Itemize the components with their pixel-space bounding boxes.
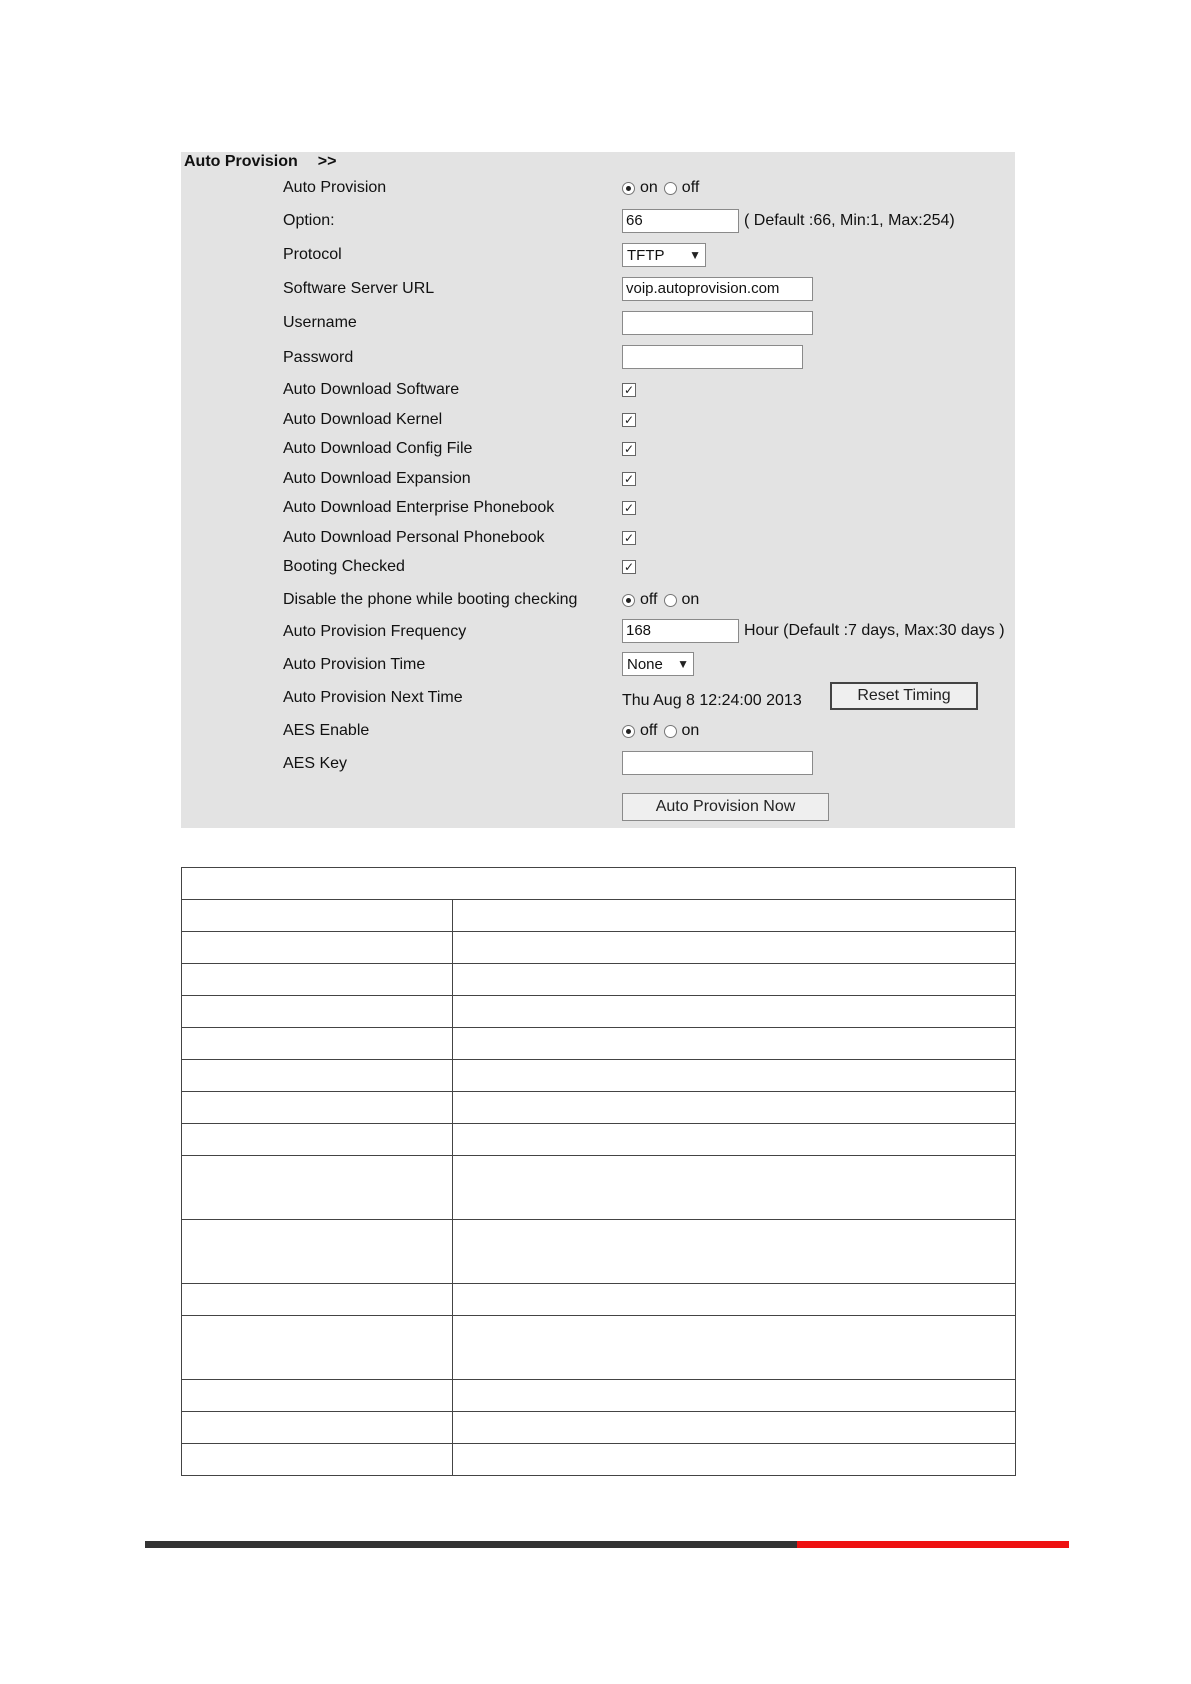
booting-checked-label: Booting Checked — [283, 558, 405, 575]
table-cell — [182, 900, 453, 932]
provision-time-label: Auto Provision Time — [283, 656, 426, 673]
checkmark-icon: ✓ — [623, 501, 635, 515]
table-cell — [453, 964, 1016, 996]
panel-title — [184, 153, 336, 171]
footer-bar-dark-segment — [145, 1541, 797, 1548]
aes-enable-on-radio[interactable] — [664, 725, 677, 738]
download-expansion-row — [622, 472, 636, 486]
download-kernel-checkbox[interactable] — [622, 413, 636, 427]
download-enterprise-pb-row — [622, 501, 636, 515]
download-enterprise-pb-label: Auto Download Enterprise Phonebook — [283, 499, 555, 516]
frequency-row — [622, 619, 1005, 643]
checkmark-icon: ✓ — [623, 472, 635, 486]
table-row — [182, 1284, 1016, 1316]
checkmark-icon: ✓ — [623, 531, 635, 545]
download-config-label: Auto Download Config File — [283, 440, 473, 457]
server-url-input[interactable]: voip.autoprovision.com — [622, 277, 813, 301]
protocol-row — [622, 243, 706, 267]
auto-provision-panel — [181, 152, 1015, 828]
table-row — [182, 1380, 1016, 1412]
table-header-row — [182, 868, 1016, 900]
table-cell — [182, 1284, 453, 1316]
table-row — [182, 1028, 1016, 1060]
table-cell — [453, 1124, 1016, 1156]
table-row — [182, 932, 1016, 964]
download-software-checkbox[interactable] — [622, 383, 636, 397]
table-cell — [182, 964, 453, 996]
password-label: Password — [283, 349, 354, 366]
protocol-select[interactable] — [622, 243, 706, 267]
aes-enable-off-label: off — [640, 722, 658, 739]
download-config-row — [622, 442, 636, 456]
option-label: Option: — [283, 212, 335, 229]
option-row — [622, 209, 955, 233]
table-cell — [453, 1380, 1016, 1412]
provision-time-selected-value: None — [627, 655, 663, 673]
table-row — [182, 996, 1016, 1028]
booting-checked-checkbox[interactable] — [622, 560, 636, 574]
table-cell — [453, 1092, 1016, 1124]
table-cell — [182, 1124, 453, 1156]
download-enterprise-pb-checkbox[interactable] — [622, 501, 636, 515]
chevron-down-icon: ▼ — [677, 657, 689, 671]
username-input[interactable] — [622, 311, 813, 335]
table-cell — [182, 1444, 453, 1476]
aes-enable-radio-group — [622, 722, 705, 740]
download-personal-pb-checkbox[interactable] — [622, 531, 636, 545]
table-row — [182, 1316, 1016, 1380]
table-row — [182, 1220, 1016, 1284]
table-row — [182, 1124, 1016, 1156]
footer-bar-red-segment — [797, 1541, 1069, 1548]
table-cell — [453, 1028, 1016, 1060]
auto-provision-on-label: on — [640, 179, 658, 196]
table-row — [182, 1060, 1016, 1092]
empty-doc-table — [181, 867, 1016, 1476]
username-row — [622, 311, 813, 335]
table-cell — [182, 1380, 453, 1412]
disable-phone-radio-group — [622, 591, 705, 609]
table-cell — [453, 900, 1016, 932]
aes-key-input[interactable] — [622, 751, 813, 775]
disable-phone-off-label: off — [640, 591, 658, 608]
option-input[interactable]: 66 — [622, 209, 739, 233]
table-cell — [182, 1316, 453, 1380]
table-cell — [182, 1092, 453, 1124]
download-expansion-label: Auto Download Expansion — [283, 470, 471, 487]
table-row — [182, 964, 1016, 996]
panel-title-arrow: >> — [317, 153, 337, 170]
auto-provision-label: Auto Provision — [283, 179, 387, 196]
next-time-value: Thu Aug 8 12:24:00 2013 — [622, 692, 802, 709]
next-time-label: Auto Provision Next Time — [283, 689, 463, 706]
auto-provision-radio-group — [622, 179, 705, 197]
table-cell — [453, 1156, 1016, 1220]
aes-key-row — [622, 751, 813, 775]
table-cell — [453, 1316, 1016, 1380]
table-cell — [182, 1412, 453, 1444]
download-software-row — [622, 383, 636, 397]
download-personal-pb-row — [622, 531, 636, 545]
table-cell — [453, 996, 1016, 1028]
download-software-label: Auto Download Software — [283, 381, 460, 398]
table-row — [182, 1444, 1016, 1476]
booting-checked-row — [622, 560, 636, 574]
auto-provision-now-button[interactable]: Auto Provision Now — [622, 793, 829, 821]
panel-title-text: Auto Provision — [184, 153, 298, 170]
reset-timing-button[interactable]: Reset Timing — [830, 682, 978, 710]
download-personal-pb-label: Auto Download Personal Phonebook — [283, 529, 545, 546]
aes-enable-label: AES Enable — [283, 722, 370, 739]
download-kernel-label: Auto Download Kernel — [283, 411, 443, 428]
frequency-input[interactable]: 168 — [622, 619, 739, 643]
provision-time-select[interactable] — [622, 652, 694, 676]
table-cell — [182, 932, 453, 964]
table-cell — [453, 1444, 1016, 1476]
table-cell — [182, 1028, 453, 1060]
table-row — [182, 900, 1016, 932]
checkmark-icon: ✓ — [623, 442, 635, 456]
disable-phone-off-radio[interactable] — [622, 594, 635, 607]
table-cell — [182, 1060, 453, 1092]
protocol-label: Protocol — [283, 246, 342, 263]
chevron-down-icon: ▼ — [689, 248, 701, 262]
download-config-checkbox[interactable] — [622, 442, 636, 456]
auto-provision-off-label: off — [681, 179, 700, 196]
download-kernel-row — [622, 413, 636, 427]
disable-phone-label: Disable the phone while booting checking — [283, 591, 578, 608]
option-hint: ( Default :66, Min:1, Max:254) — [744, 212, 955, 229]
table-cell — [453, 1060, 1016, 1092]
download-expansion-checkbox[interactable] — [622, 472, 636, 486]
aes-enable-off-radio[interactable] — [622, 725, 635, 738]
table-cell — [182, 1156, 453, 1220]
aes-key-label: AES Key — [283, 755, 348, 772]
protocol-selected-value: TFTP — [627, 246, 665, 264]
checkmark-icon: ✓ — [623, 383, 635, 397]
auto-provision-on-radio[interactable] — [622, 182, 635, 195]
password-input[interactable] — [622, 345, 803, 369]
frequency-hint: Hour (Default :7 days, Max:30 days ) — [744, 622, 1005, 639]
table-cell — [453, 932, 1016, 964]
table-cell — [453, 1220, 1016, 1284]
frequency-label: Auto Provision Frequency — [283, 623, 467, 640]
username-label: Username — [283, 314, 357, 331]
disable-phone-on-label: on — [681, 591, 700, 608]
table-cell — [182, 1220, 453, 1284]
password-row — [622, 345, 803, 369]
checkmark-icon: ✓ — [623, 560, 635, 574]
checkmark-icon: ✓ — [623, 413, 635, 427]
footer-bar — [145, 1541, 1069, 1548]
provision-time-row — [622, 652, 694, 676]
aes-enable-on-label: on — [681, 722, 700, 739]
table-cell — [182, 996, 453, 1028]
table-row — [182, 1092, 1016, 1124]
table-row — [182, 1156, 1016, 1220]
table-cell — [182, 868, 1016, 900]
auto-provision-off-radio[interactable] — [664, 182, 677, 195]
table-row — [182, 1412, 1016, 1444]
table-cell — [453, 1284, 1016, 1316]
disable-phone-on-radio[interactable] — [664, 594, 677, 607]
server-url-row — [622, 277, 813, 301]
server-url-label: Software Server URL — [283, 280, 435, 297]
table-cell — [453, 1412, 1016, 1444]
